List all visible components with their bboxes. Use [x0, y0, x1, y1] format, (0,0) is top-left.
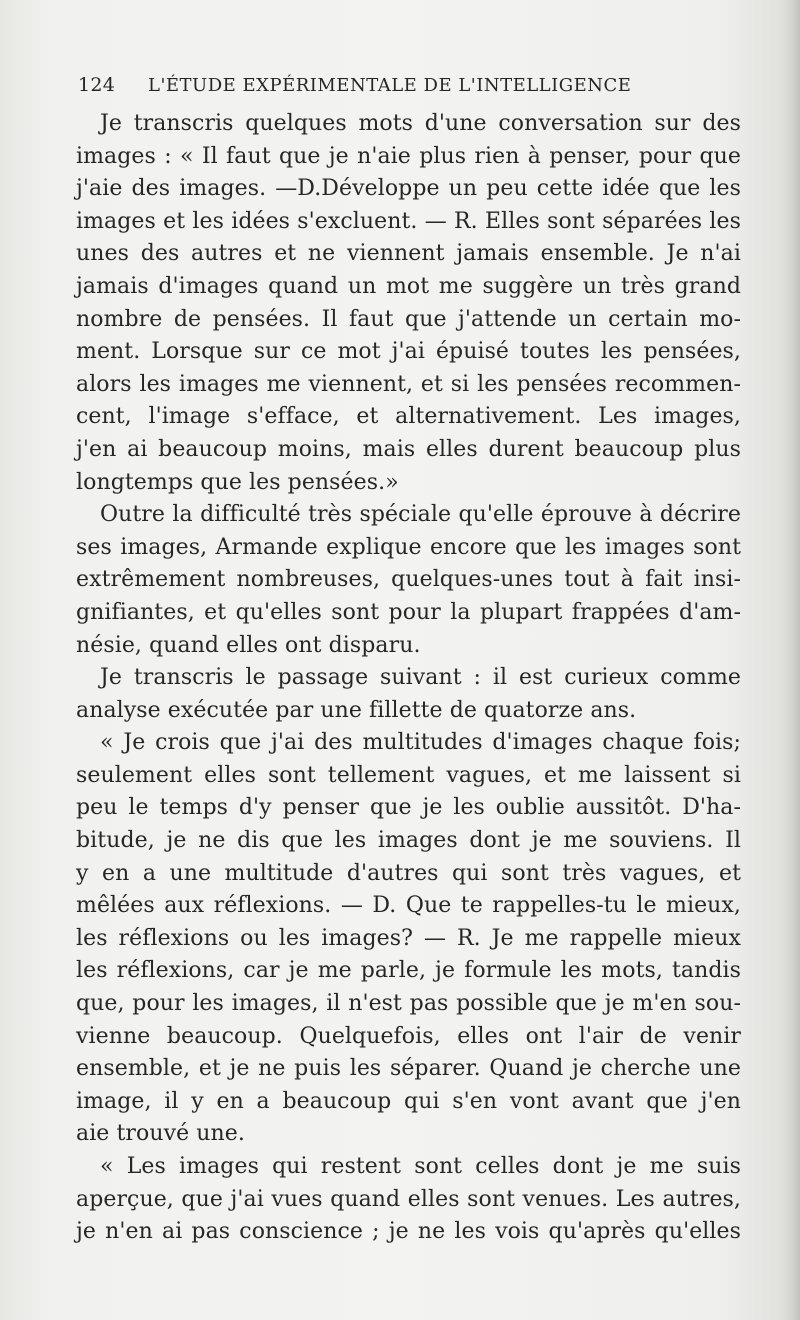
text-line: bitude, je ne dis que les images dont je me souviens. Il — [76, 828, 741, 854]
running-header — [78, 70, 678, 100]
text-line: ment. Lorsque sur ce mot j'ai épuisé toutes les pensées, — [76, 339, 741, 365]
page-number: 124 — [78, 74, 116, 96]
page-edge-shadow — [782, 0, 800, 1320]
text-line: gnifiantes, et qu'elles sont pour la plupart frappées d'am- — [76, 599, 741, 625]
text-line: nésie, quand elles ont disparu. — [76, 632, 421, 658]
text-line: peu le temps d'y penser que je les oublie aussitôt. D'ha- — [76, 795, 741, 821]
text-line: seulement elles sont tellement vagues, et me laissent si — [76, 762, 741, 788]
text-line: Je transcris quelques mots d'une conversation sur des — [100, 111, 741, 136]
text-line: images et les idées s'excluent. — R. Elles sont séparées les — [76, 208, 741, 234]
text-line: j'en ai beaucoup moins, mais elles durent beaucoup plus — [76, 436, 741, 462]
text-line: y en a une multitude d'autres qui sont très vagues, et — [76, 860, 741, 886]
text-line: que, pour les images, il n'est pas possible que je m'en sou- — [76, 991, 741, 1017]
text-line: unes des autres et ne viennent jamais ensemble. Je n'ai — [76, 241, 741, 267]
running-title: L'ÉTUDE EXPÉRIMENTALE DE L'INTELLIGENCE — [148, 75, 632, 96]
text-line: images : « Il faut que je n'aie plus rien à penser, pour que — [76, 143, 741, 169]
text-line: nombre de pensées. Il faut que j'attende un certain mo- — [76, 306, 741, 332]
text-line: cent, l'image s'efface, et alternativement. Les images, — [76, 404, 741, 430]
text-line: ensemble, et je ne puis les séparer. Quand je cherche une — [76, 1056, 741, 1082]
body-text — [76, 108, 741, 1249]
text-line: aie trouvé une. — [76, 1121, 245, 1147]
text-line: mêlées aux réflexions. — D. Que te rappelles-tu le mieux, — [76, 893, 741, 919]
text-line: aperçue, que j'ai vues quand elles sont venues. Les autres, — [76, 1186, 741, 1212]
text-line: vienne beaucoup. Quelquefois, elles ont l'air de venir — [76, 1023, 741, 1049]
text-line: « Les images qui restent sont celles dont je me suis — [100, 1154, 741, 1179]
text-line: Je transcris le passage suivant : il est curieux comme — [100, 665, 741, 691]
text-line: analyse exécutée par une fillette de quatorze ans. — [76, 697, 637, 723]
text-line: extrêmement nombreuses, quelques-unes tout à fait insi- — [76, 567, 741, 593]
text-line: j'aie des images. —D.Développe un peu cette idée que les — [76, 176, 741, 202]
text-line: les réflexions ou les images? — R. Je me rappelle mieux — [76, 925, 741, 951]
text-line: jamais d'images quand un mot me suggère un très grand — [76, 273, 741, 299]
text-line: ses images, Armande explique encore que les images sont — [76, 534, 741, 560]
text-line: longtemps que les pensées.» — [76, 469, 399, 495]
text-line: image, il y en a beaucoup qui s'en vont avant que j'en — [76, 1088, 741, 1114]
text-line: les réflexions, car je me parle, je formule les mots, tandis — [76, 958, 741, 984]
text-line: alors les images me viennent, et si les pensées recommen- — [76, 371, 741, 397]
text-line: je n'en ai pas conscience ; je ne les vois qu'après qu'elles — [76, 1219, 741, 1245]
text-line: Outre la difficulté très spéciale qu'elle éprouve à décrire — [100, 502, 741, 528]
text-line: « Je crois que j'ai des multitudes d'images chaque fois; — [100, 730, 741, 756]
